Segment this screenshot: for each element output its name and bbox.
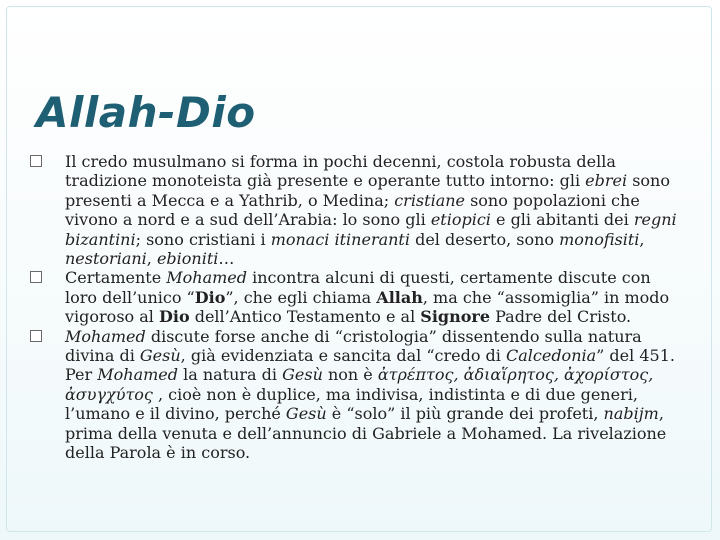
text-run: , già evidenziata e sancita dal “credo di	[180, 346, 506, 366]
italic-text-run: Mohamed	[65, 326, 146, 346]
italic-text-run: nestoriani	[65, 249, 147, 269]
bullet-text	[65, 327, 675, 462]
text-run: Il credo musulmano si forma in pochi decenni, costola robusta della tradizione monoteista già presente e operante tutto intorno: gli	[65, 152, 616, 191]
italic-text-run: Gesù	[139, 346, 181, 366]
bullet-item	[30, 327, 680, 463]
italic-text-run: nabijm	[603, 404, 659, 424]
bold-text-run: Signore	[420, 307, 491, 327]
bold-text-run: Dio	[194, 287, 226, 307]
bullet-list	[30, 152, 680, 463]
slide-title: Allah-Dio	[36, 88, 256, 137]
text-run: del deserto, sono	[409, 229, 560, 249]
bullet-item	[30, 268, 680, 326]
text-run: Certamente	[65, 268, 167, 288]
text-run: sono popolazioni che vivono a nord e a sud dell’Arabia: lo sono gli	[65, 190, 640, 230]
text-run: e gli abitanti dei	[490, 210, 634, 230]
text-run: ,	[146, 249, 157, 269]
italic-text-run: Mohamed	[166, 268, 248, 288]
bullet-box-icon	[30, 271, 42, 283]
text-run: ” del 451. Per	[65, 346, 675, 385]
bullet-text	[65, 152, 677, 268]
text-run: sono presenti a Mecca e a Yathrib, o Medina;	[65, 171, 670, 210]
text-run: Padre del Cristo.	[490, 307, 632, 327]
bold-text-run: Dio	[158, 307, 190, 327]
italic-text-run: ebrei	[585, 171, 628, 191]
italic-text-run: Gesù	[282, 365, 323, 385]
text-run: ”, che egli chiama	[225, 287, 377, 307]
italic-text-run: etiopici	[430, 210, 491, 230]
italic-text-run: regni bizantini	[65, 210, 677, 249]
text-run: ; sono cristiani i	[135, 229, 271, 249]
italic-text-run: monaci itineranti	[270, 229, 410, 249]
text-run: dell’Antico Testamento e al	[189, 307, 421, 327]
bold-text-run: Allah	[376, 287, 423, 307]
italic-text-run: cristiane	[394, 190, 465, 210]
italic-text-run: Gesù	[285, 404, 327, 424]
italic-text-run: Calcedonia	[505, 346, 597, 366]
text-run: , ma che “assomiglia” in modo vigoroso al	[65, 287, 670, 327]
text-run: incontra alcuni di questi, certamente discute con loro dell’unico “	[65, 268, 651, 307]
text-run: la natura di	[178, 365, 283, 385]
text-run: discute forse anche di “cristologia” dissentendo sulla natura divina di	[65, 326, 642, 366]
italic-text-run: ἀτρέπτος, ἀδιαἵρητος, ἀχορίστος, ἀσυγχύτος	[65, 365, 654, 404]
bullet-text	[65, 268, 669, 326]
text-run: , prima della venuta e dell’annuncio di Gabriele a Mohamed. La rivelazione della Parola è in corso.	[65, 404, 667, 463]
bullet-box-icon	[30, 155, 42, 167]
text-run: …	[218, 249, 235, 269]
italic-text-run: Mohamed	[97, 365, 178, 385]
text-run: è “solo” il più grande dei profeti,	[326, 404, 604, 424]
text-run: non è	[322, 365, 378, 385]
bullet-item	[30, 152, 680, 268]
bullet-box-icon	[30, 330, 42, 342]
text-run: , cioè non è duplice, ma indivisa, indistinta e di due generi, l’umano e il divino, perché	[65, 384, 638, 424]
text-run: ,	[639, 229, 645, 249]
italic-text-run: ebioniti	[156, 249, 219, 269]
italic-text-run: monofisiti	[559, 229, 640, 249]
